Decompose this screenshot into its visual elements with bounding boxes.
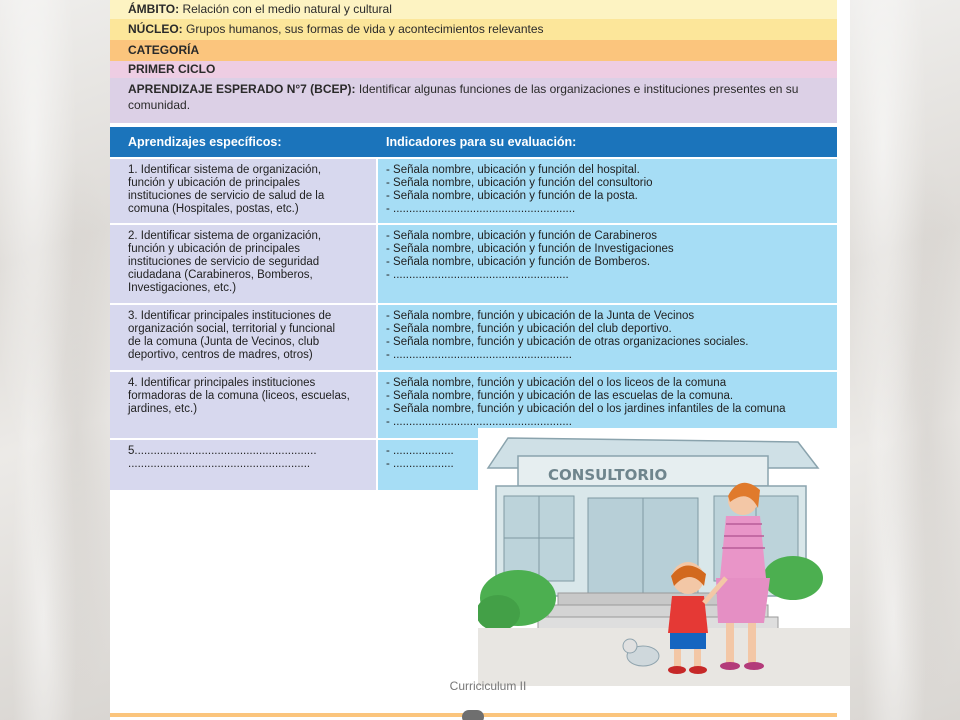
aprendizaje-cell: 1. Identificar sistema de organización, función y ubicación de principales instituciones de servicio de salud de la comuna (Hospitales, postas, etc.) [128, 164, 325, 215]
column-header-indicadores: Indicadores para su evaluación: [386, 135, 577, 149]
aprendizaje-row [110, 78, 837, 123]
indicador-cell: - Señala nombre, función y ubicación de la Junta de Vecinos - Señala nombre, función y ubicación del club deportivo. - Señala nombre, función y ubicación de otras organizaciones sociales. - ........................................................ [386, 310, 749, 361]
categoria-label: CATEGORÍA [128, 43, 200, 57]
page-number-badge [462, 710, 484, 720]
nucleo-row [110, 19, 837, 40]
footer-caption: Curriciculum II [449, 679, 527, 693]
nucleo-label: NÚCLEO: [128, 22, 183, 36]
consultorio-illustration [478, 428, 850, 686]
nucleo-value: Grupos humanos, sus formas de vida y acontecimientos relevantes [186, 22, 544, 36]
table-row [110, 223, 837, 303]
ambito-label: ÁMBITO: [128, 2, 180, 16]
aprendizaje-cell: 5......................................................... ......................................................... [128, 445, 317, 470]
indicador-cell: - Señala nombre, ubicación y función de Carabineros - Señala nombre, ubicación y función de Investigaciones - Señala nombre, ubicación y función de Bomberos. - ....................................................... [386, 230, 674, 281]
indicador-cell: - Señala nombre, ubicación y función del hospital. - Señala nombre, ubicación y función del consultorio - Señala nombre, ubicación y función de la posta. - ......................................................... [386, 164, 653, 215]
indicador-cell: - Señala nombre, función y ubicación del o los liceos de la comuna - Señala nombre, función y ubicación de las escuelas de la comuna. - Señala nombre, función y ubicación del o los jardines infantiles de la comuna - ........................................................ [386, 377, 786, 428]
document-page [110, 0, 850, 720]
ciclo-label: PRIMER CICLO [128, 62, 216, 76]
table-row [110, 157, 837, 223]
column-header-aprendizajes: Aprendizajes específicos: [128, 135, 282, 149]
ambito-value: Relación con el medio natural y cultural [182, 2, 392, 16]
aprendizaje-cell: 4. Identificar principales instituciones formadoras de la comuna (liceos, escuelas, jardines, etc.) [128, 377, 350, 415]
marble-background-left [0, 0, 110, 720]
aprendizaje-label: APRENDIZAJE ESPERADO N°7 (BCEP): [128, 82, 356, 96]
table-header [110, 127, 837, 157]
ambito-row [110, 0, 837, 19]
categoria-row [110, 40, 837, 61]
aprendizaje-cell: 3. Identificar principales instituciones de organización social, territorial y funcional de la comuna (Junta de Vecinos, club deportivo, centros de madres, otros) [128, 310, 336, 361]
table-row [110, 303, 837, 370]
aprendizaje-cell: 2. Identificar sistema de organización, función y ubicación de principales instituciones de servicio de seguridad ciudadana (Carabineros, Bomberos, Investigaciones, etc.) [128, 230, 322, 294]
consultorio-sign: CONSULTORIO [548, 466, 668, 484]
ciclo-row [110, 61, 837, 78]
indicador-cell: - ................... - ................... [386, 445, 454, 470]
marble-background-right [850, 0, 960, 720]
aprendizaje-value: Identificar algunas funciones de las organizaciones e instituciones presentes en su comunidad. [128, 82, 799, 112]
